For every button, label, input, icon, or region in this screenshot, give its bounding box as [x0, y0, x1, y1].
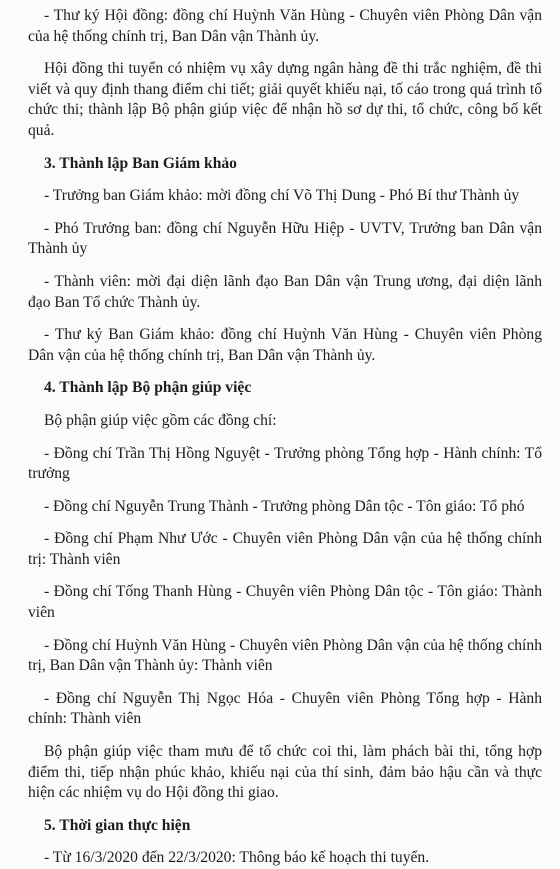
- paragraph-members: - Thành viên: mời đại diện lãnh đạo Ban Dân vận Trung ương, đại diện lãnh đạo Ban Tổ chức Thành ủy.: [28, 272, 542, 311]
- paragraph-support-member-4: - Đồng chí Tống Thanh Hùng - Chuyên viên Phòng Dân tộc - Tôn giáo: Thành viên: [28, 583, 542, 622]
- paragraph-support-duties: Bộ phận giúp việc tham mưu để tổ chức coi thi, làm phách bài thi, tổng hợp điểm thi, tiếp nhận phúc khảo, khiếu nại của thí sinh, đảm bảo hậu cần và thực hiện các nhiệm vụ do Hội đồng thi giao.: [28, 743, 542, 802]
- paragraph-secretary: - Thư ký Hội đồng: đồng chí Huỳnh Văn Hùng - Chuyên viên Phòng Dân vận của hệ thống chính trị, Ban Dân vận Thành ủy.: [28, 7, 542, 45]
- paragraph-support-member-1: - Đồng chí Trần Thị Hồng Nguyệt - Trưởng phòng Tổng hợp - Hành chính: Tổ trưởng: [28, 444, 542, 483]
- paragraph-deputy-head: - Phó Trưởng ban: đồng chí Nguyễn Hữu Hiệp - UVTV, Trưởng ban Dân vận Thành ủy: [28, 219, 542, 258]
- section-heading-4: 4. Thành lập Bộ phận giúp việc: [44, 379, 252, 397]
- paragraph-support-member-3: - Đồng chí Phạm Như Ước - Chuyên viên Phòng Dân vận của hệ thống chính trị: Thành viên: [28, 530, 542, 568]
- paragraph-exam-secretary: - Thư ký Ban Giám khảo: đồng chí Huỳnh Văn Hùng - Chuyên viên Phòng Dân vận của hệ thống chính trị, Ban Dân vận Thành ủy.: [28, 326, 542, 364]
- paragraph-timeline-1: - Từ 16/3/2020 đến 22/3/2020: Thông báo kế hoạch thi tuyển.: [44, 849, 430, 867]
- paragraph-support-member-2: - Đồng chí Nguyễn Trung Thành - Trưởng phòng Dân tộc - Tôn giáo: Tổ phó: [44, 497, 525, 515]
- paragraph-support-team-intro: Bộ phận giúp việc gồm các đồng chí:: [44, 411, 277, 429]
- paragraph-support-member-6: - Đồng chí Nguyễn Thị Ngọc Hóa - Chuyên viên Phòng Tổng hợp - Hành chính: Thành viên: [28, 689, 542, 728]
- paragraph-head-examiner: - Trưởng ban Giám khảo: mời đồng chí Võ Thị Dung - Phó Bí thư Thành ủy: [44, 187, 520, 205]
- section-heading-5: 5. Thời gian thực hiện: [44, 816, 191, 834]
- paragraph-council-duties: Hội đồng thi tuyển có nhiệm vụ xây dựng ngân hàng đề thi trắc nghiệm, đề thi viết và quy định thang điểm chi tiết; giải quyết khiếu nại, tố cáo trong quá trình tổ chức thi; thành lập Bộ phận giúp việc để nhận hồ sơ dự thi, tổ chức, công bố kết quả.: [28, 60, 542, 139]
- paragraph-support-member-5: - Đồng chí Huỳnh Văn Hùng - Chuyên viên Phòng Dân vận của hệ thống chính trị, Ban Dân vận Thành ủy: Thành viên: [28, 636, 542, 675]
- section-heading-3: 3. Thành lập Ban Giám khảo: [44, 154, 237, 172]
